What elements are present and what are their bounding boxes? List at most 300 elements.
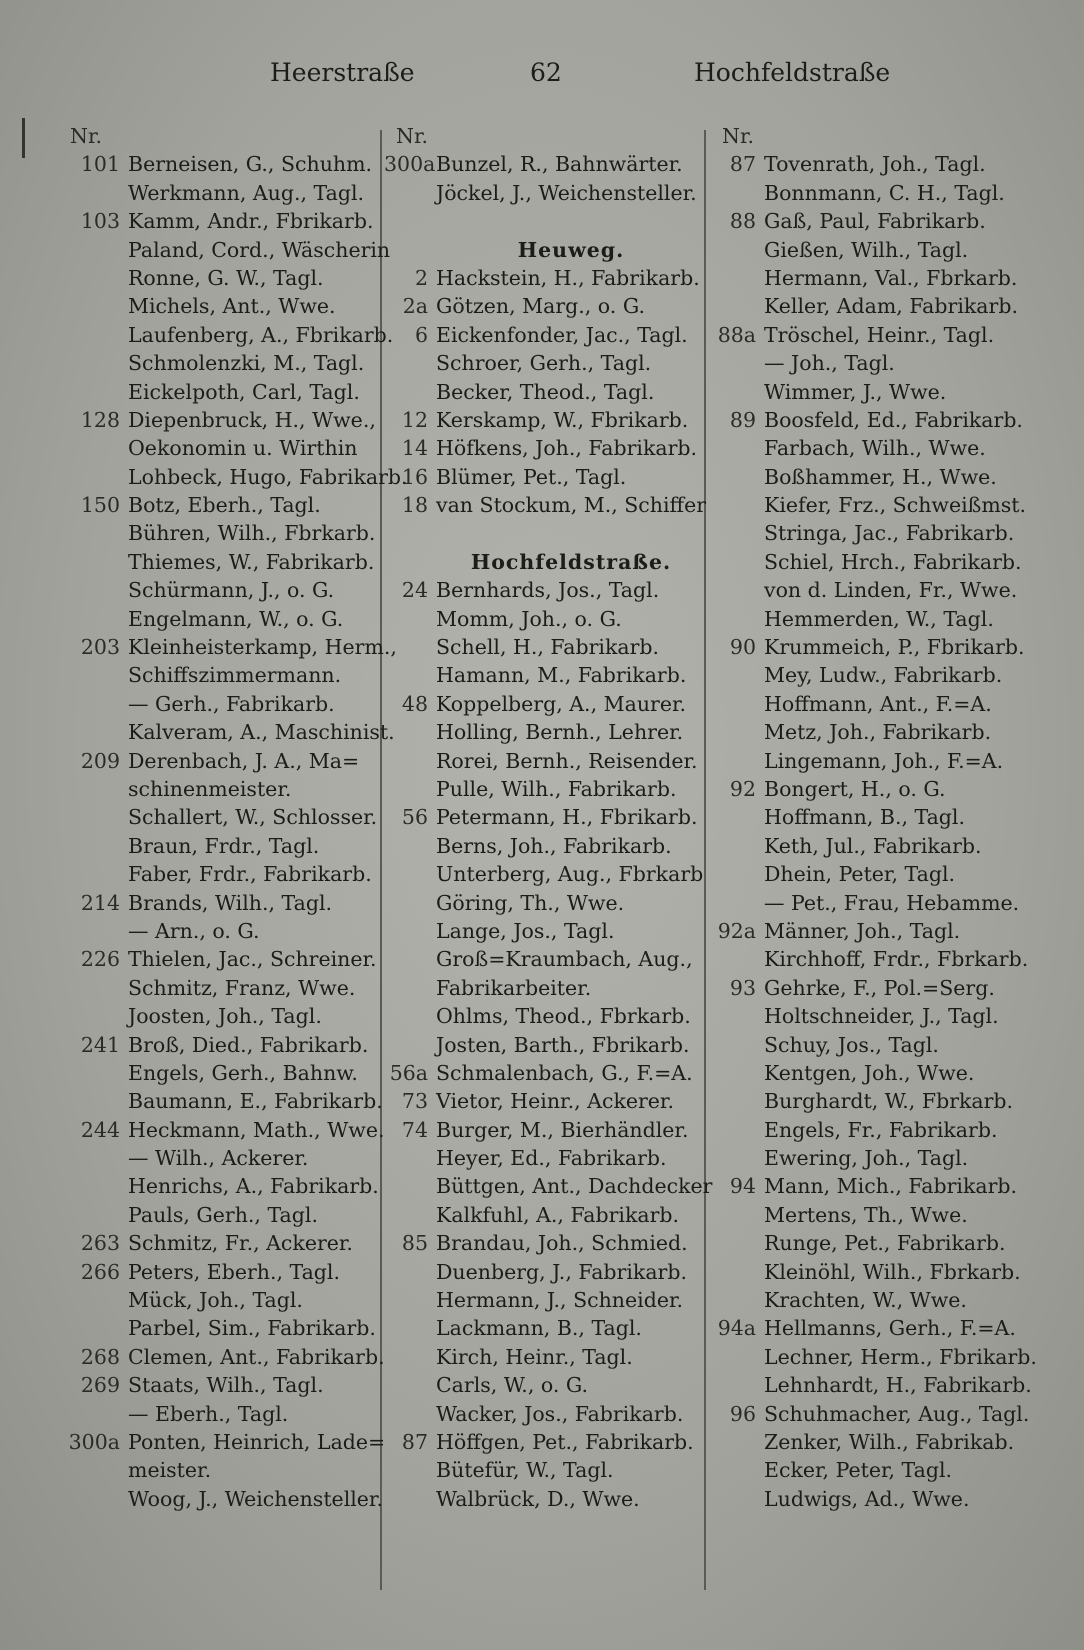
resident-entry: Stringa, Jac., Fabrikarb. bbox=[764, 521, 1015, 546]
house-number: 203 bbox=[80, 635, 120, 660]
list-item bbox=[710, 1428, 1040, 1456]
resident-entry: Ludwigs, Ad., Wwe. bbox=[764, 1486, 970, 1511]
house-number bbox=[710, 1002, 764, 1030]
resident-entry: Zenker, Wilh., Fabrikab. bbox=[764, 1429, 1015, 1454]
house-number bbox=[710, 1201, 764, 1229]
list-item bbox=[58, 1400, 376, 1428]
list-item bbox=[58, 860, 376, 888]
house-number bbox=[710, 519, 764, 547]
list-item bbox=[58, 945, 376, 973]
list-item bbox=[384, 292, 706, 320]
resident-entry: Henrichs, A., Fabrikarb. bbox=[128, 1174, 379, 1199]
house-number: 87 bbox=[729, 152, 756, 177]
list-item bbox=[384, 945, 706, 973]
house-number bbox=[710, 1229, 764, 1257]
list-item bbox=[384, 747, 706, 775]
list-item bbox=[384, 718, 706, 746]
list-item bbox=[58, 236, 391, 264]
house-number bbox=[58, 1400, 128, 1428]
list-item bbox=[384, 1172, 713, 1200]
list-item bbox=[710, 321, 1040, 349]
resident-entry: Wacker, Jos., Fabrikarb. bbox=[436, 1401, 684, 1426]
house-number bbox=[384, 1172, 436, 1200]
resident-entry: Heckmann, Math., Wwe. bbox=[128, 1117, 385, 1142]
house-number bbox=[384, 1286, 436, 1314]
list-item bbox=[58, 548, 376, 576]
list-item bbox=[710, 1229, 1040, 1257]
list-item bbox=[710, 775, 1040, 803]
house-number bbox=[710, 1059, 764, 1087]
resident-entry: Groß=Kraumbach, Aug., bbox=[436, 947, 693, 972]
house-number bbox=[58, 803, 128, 831]
list-item bbox=[710, 803, 1040, 831]
resident-entry: Bernhards, Jos., Tagl. bbox=[436, 578, 660, 603]
house-number bbox=[710, 945, 764, 973]
list-item bbox=[58, 378, 376, 406]
house-number bbox=[58, 974, 128, 1002]
house-number bbox=[710, 1258, 764, 1286]
resident-entry: Petermann, H., Fbrikarb. bbox=[436, 805, 698, 830]
list-item bbox=[58, 1031, 376, 1059]
house-number bbox=[384, 860, 436, 888]
list-item bbox=[58, 463, 408, 491]
resident-entry: Parbel, Sim., Fabrikarb. bbox=[128, 1316, 376, 1341]
house-number bbox=[384, 1371, 436, 1399]
house-number bbox=[58, 576, 128, 604]
resident-entry: Schmolenzki, M., Tagl. bbox=[128, 351, 365, 376]
resident-entry: Hoffmann, Ant., F.=A. bbox=[764, 691, 992, 716]
house-number bbox=[384, 747, 436, 775]
list-item bbox=[710, 264, 1040, 292]
resident-entry: Bongert, H., o. G. bbox=[764, 776, 946, 801]
resident-entry: Rorei, Bernh., Reisender. bbox=[436, 748, 698, 773]
house-number bbox=[58, 1286, 128, 1314]
list-item bbox=[710, 236, 1040, 264]
header-right-street: Hochfeldstraße bbox=[694, 58, 891, 87]
house-number bbox=[58, 605, 128, 633]
house-number bbox=[710, 378, 764, 406]
house-number bbox=[710, 889, 764, 917]
resident-entry: Runge, Pet., Fabrikarb. bbox=[764, 1231, 1006, 1256]
house-number bbox=[58, 264, 128, 292]
list-item bbox=[384, 661, 706, 689]
house-number bbox=[710, 576, 764, 604]
house-number: 85 bbox=[401, 1231, 428, 1256]
house-number bbox=[58, 236, 128, 264]
house-number bbox=[58, 1314, 128, 1342]
house-number: 24 bbox=[401, 578, 428, 603]
resident-entry: Berneisen, G., Schuhm. bbox=[128, 152, 373, 177]
house-number: 209 bbox=[80, 748, 120, 773]
resident-entry: Becker, Theod., Tagl. bbox=[436, 379, 655, 404]
list-item bbox=[710, 1031, 1040, 1059]
list-item bbox=[58, 150, 376, 178]
list-item bbox=[384, 803, 706, 831]
list-item bbox=[384, 1059, 706, 1087]
resident-entry: Bonnmann, C. H., Tagl. bbox=[764, 180, 1005, 205]
resident-entry: Kleinöhl, Wilh., Fbrkarb. bbox=[764, 1259, 1021, 1284]
house-number: 150 bbox=[80, 493, 120, 518]
list-item bbox=[384, 1485, 706, 1513]
resident-entry: Jöckel, J., Weichensteller. bbox=[436, 180, 697, 205]
resident-entry: Keth, Jul., Fabrikarb. bbox=[764, 833, 982, 858]
resident-entry: Göring, Th., Wwe. bbox=[436, 890, 625, 915]
list-item bbox=[58, 917, 376, 945]
house-number bbox=[58, 860, 128, 888]
list-item bbox=[58, 1059, 376, 1087]
list-item bbox=[384, 1031, 706, 1059]
list-item bbox=[58, 491, 376, 519]
resident-entry: Brands, Wilh., Tagl. bbox=[128, 890, 333, 915]
house-number bbox=[384, 519, 436, 547]
house-number: 300a bbox=[384, 152, 436, 177]
list-item bbox=[384, 1371, 706, 1399]
house-number: 88a bbox=[717, 322, 756, 347]
list-item bbox=[58, 1286, 376, 1314]
list-item bbox=[58, 349, 376, 377]
house-number: 266 bbox=[80, 1259, 120, 1284]
resident-entry: Höffgen, Pet., Fabrikarb. bbox=[436, 1429, 694, 1454]
resident-entry: Engels, Gerh., Bahnw. bbox=[128, 1060, 358, 1085]
list-item bbox=[710, 1002, 1040, 1030]
resident-entry: Mann, Mich., Fabrikarb. bbox=[764, 1174, 1018, 1199]
house-number: 94 bbox=[729, 1174, 756, 1199]
resident-entry: Bühren, Wilh., Fbrkarb. bbox=[128, 521, 376, 546]
resident-entry: Mey, Ludw., Fabrikarb. bbox=[764, 663, 1003, 688]
list-item bbox=[58, 775, 376, 803]
house-number bbox=[710, 463, 764, 491]
house-number bbox=[384, 236, 436, 264]
resident-entry bbox=[110, 122, 376, 150]
house-number: 226 bbox=[80, 947, 120, 972]
resident-entry: Fabrikarbeiter. bbox=[436, 975, 592, 1000]
list-item bbox=[384, 519, 706, 547]
list-item bbox=[710, 1087, 1040, 1115]
house-number bbox=[58, 775, 128, 803]
resident-entry: Kentgen, Joh., Wwe. bbox=[764, 1060, 975, 1085]
resident-entry: Hoffmann, B., Tagl. bbox=[764, 805, 965, 830]
list-item bbox=[384, 264, 706, 292]
house-number bbox=[384, 1002, 436, 1030]
resident-entry: Schroer, Gerh., Tagl. bbox=[436, 351, 652, 376]
resident-entry: Braun, Frdr., Tagl. bbox=[128, 833, 320, 858]
list-item bbox=[384, 122, 706, 150]
list-item bbox=[58, 292, 376, 320]
house-number bbox=[710, 747, 764, 775]
resident-entry: Baumann, E., Fabrikarb. bbox=[128, 1089, 383, 1114]
house-number bbox=[58, 1456, 128, 1484]
house-number bbox=[710, 803, 764, 831]
list-item bbox=[710, 349, 1040, 377]
list-item bbox=[58, 1343, 385, 1371]
list-item bbox=[710, 1201, 1040, 1229]
list-item bbox=[58, 747, 376, 775]
resident-entry: Schmitz, Franz, Wwe. bbox=[128, 975, 356, 1000]
list-item bbox=[384, 633, 706, 661]
resident-entry: Boßhammer, H., Wwe. bbox=[764, 464, 997, 489]
resident-entry: Engels, Fr., Fabrikarb. bbox=[764, 1117, 998, 1142]
resident-entry: Kleinheisterkamp, Herm., bbox=[128, 635, 397, 660]
house-number bbox=[710, 718, 764, 746]
resident-entry: Blümer, Pet., Tagl. bbox=[436, 464, 627, 489]
resident-entry: Höfkens, Joh., Fabrikarb. bbox=[436, 436, 698, 461]
list-item bbox=[710, 1144, 1040, 1172]
house-number bbox=[710, 1485, 764, 1513]
resident-entry: Momm, Joh., o. G. bbox=[436, 606, 622, 631]
list-item bbox=[710, 406, 1040, 434]
list-item bbox=[58, 179, 376, 207]
resident-entry: — Gerh., Fabrikarb. bbox=[128, 691, 335, 716]
house-number: 244 bbox=[80, 1117, 120, 1142]
house-number bbox=[384, 661, 436, 689]
house-number bbox=[58, 690, 128, 718]
resident-entry: Keller, Adam, Fabrikarb. bbox=[764, 294, 1018, 319]
list-item bbox=[58, 803, 376, 831]
house-number bbox=[384, 1456, 436, 1484]
house-number: 56 bbox=[401, 805, 428, 830]
number-column-label: Nr. bbox=[70, 124, 103, 148]
resident-entry: Schallert, W., Schlosser. bbox=[128, 805, 378, 830]
house-number: 2a bbox=[402, 294, 428, 319]
street-name: Heuweg. bbox=[517, 237, 625, 262]
list-item bbox=[710, 661, 1040, 689]
list-item bbox=[384, 1201, 706, 1229]
house-number: 92 bbox=[729, 776, 756, 801]
house-number bbox=[710, 661, 764, 689]
house-number bbox=[710, 1371, 764, 1399]
resident-entry: Lange, Jos., Tagl. bbox=[436, 918, 615, 943]
street-name: Hochfeldstraße. bbox=[470, 549, 672, 574]
resident-entry: Laufenberg, A., Fbrikarb. bbox=[128, 322, 394, 347]
list-item bbox=[384, 463, 706, 491]
house-number: 101 bbox=[80, 152, 120, 177]
house-number: 241 bbox=[80, 1032, 120, 1057]
resident-entry: Unterberg, Aug., Fbrkarb bbox=[436, 862, 704, 887]
house-number bbox=[710, 605, 764, 633]
resident-entry: Ohlms, Theod., Fbrkarb. bbox=[436, 1004, 691, 1029]
resident-entry: von d. Linden, Fr., Wwe. bbox=[764, 578, 1018, 603]
resident-entry: Bütefür, W., Tagl. bbox=[436, 1458, 614, 1483]
house-number: 300a bbox=[68, 1429, 120, 1454]
list-item bbox=[710, 1116, 1040, 1144]
list-item bbox=[710, 690, 1040, 718]
list-item bbox=[58, 1116, 385, 1144]
list-item bbox=[58, 1258, 376, 1286]
resident-entry: Vietor, Heinr., Ackerer. bbox=[436, 1089, 674, 1114]
resident-entry: Carls, W., o. G. bbox=[436, 1373, 589, 1398]
list-item bbox=[384, 889, 706, 917]
list-item bbox=[710, 633, 1040, 661]
house-number: 2 bbox=[414, 265, 428, 290]
resident-entry: schinenmeister. bbox=[128, 776, 292, 801]
resident-entry: Walbrück, D., Wwe. bbox=[436, 1486, 640, 1511]
resident-entry: Tröschel, Heinr., Tagl. bbox=[764, 322, 995, 347]
column-2 bbox=[384, 122, 713, 1592]
resident-entry: Burger, M., Bierhändler. bbox=[436, 1117, 689, 1142]
resident-entry: Gießen, Wilh., Tagl. bbox=[764, 237, 969, 262]
house-number bbox=[710, 1428, 764, 1456]
list-item bbox=[384, 1428, 706, 1456]
resident-entry: Joosten, Joh., Tagl. bbox=[128, 1004, 322, 1029]
house-number bbox=[384, 718, 436, 746]
resident-entry: Mertens, Th., Wwe. bbox=[764, 1202, 968, 1227]
list-item bbox=[384, 576, 706, 604]
house-number bbox=[384, 974, 436, 1002]
list-item bbox=[384, 1116, 706, 1144]
house-number: 263 bbox=[80, 1231, 120, 1256]
house-number: 56a bbox=[389, 1060, 428, 1085]
resident-entry: Kiefer, Frz., Schweißmst. bbox=[764, 493, 1027, 518]
list-item bbox=[710, 1485, 1040, 1513]
list-item bbox=[710, 945, 1040, 973]
house-number bbox=[710, 434, 764, 462]
resident-entry: Hermann, J., Schneider. bbox=[436, 1288, 684, 1313]
list-item bbox=[384, 1286, 706, 1314]
house-number: 92a bbox=[717, 918, 756, 943]
list-item bbox=[58, 321, 394, 349]
resident-entry: — Wilh., Ackerer. bbox=[128, 1146, 309, 1171]
list-item bbox=[710, 491, 1040, 519]
list-item bbox=[58, 974, 376, 1002]
house-number bbox=[58, 548, 128, 576]
resident-entry: Derenbach, J. A., Ma= bbox=[128, 748, 360, 773]
list-item bbox=[384, 150, 706, 178]
house-number bbox=[58, 917, 128, 945]
resident-entry: Schmitz, Fr., Ackerer. bbox=[128, 1231, 353, 1256]
list-item bbox=[384, 406, 706, 434]
list-item bbox=[384, 179, 706, 207]
house-number bbox=[58, 832, 128, 860]
list-item bbox=[58, 661, 376, 689]
column-3 bbox=[710, 122, 1040, 1592]
list-item bbox=[710, 860, 1040, 888]
list-item bbox=[58, 605, 376, 633]
house-number bbox=[384, 605, 436, 633]
resident-entry bbox=[762, 122, 1040, 150]
list-item bbox=[710, 718, 1040, 746]
resident-entry: Hemmerden, W., Tagl. bbox=[764, 606, 994, 631]
list-item bbox=[58, 1201, 376, 1229]
page-header bbox=[0, 58, 1084, 98]
resident-entry: Staats, Wilh., Tagl. bbox=[128, 1373, 324, 1398]
list-item bbox=[710, 434, 1040, 462]
list-item bbox=[384, 974, 706, 1002]
resident-entry: Oekonomin u. Wirthin bbox=[128, 436, 358, 461]
resident-entry: Bunzel, R., Bahnwärter. bbox=[436, 152, 683, 177]
list-item bbox=[710, 747, 1040, 775]
resident-entry: Kalveram, A., Maschinist. bbox=[128, 720, 395, 745]
list-item bbox=[384, 349, 706, 377]
house-number bbox=[384, 1144, 436, 1172]
resident-entry: Hamann, M., Fabrikarb. bbox=[436, 663, 687, 688]
house-number: 90 bbox=[729, 635, 756, 660]
resident-entry: Clemen, Ant., Fabrikarb. bbox=[128, 1344, 385, 1369]
resident-entry bbox=[436, 122, 706, 150]
house-number bbox=[58, 378, 128, 406]
resident-entry: Kalkfuhl, A., Fabrikarb. bbox=[436, 1202, 680, 1227]
resident-entry: Krachten, W., Wwe. bbox=[764, 1288, 967, 1313]
resident-entry: Ewering, Joh., Tagl. bbox=[764, 1146, 969, 1171]
list-item bbox=[384, 860, 706, 888]
house-number bbox=[58, 321, 128, 349]
list-item bbox=[710, 1059, 1040, 1087]
resident-entry: Lehnhardt, H., Fabrikarb. bbox=[764, 1373, 1032, 1398]
list-item bbox=[58, 832, 376, 860]
resident-entry: Eickelpoth, Carl, Tagl. bbox=[128, 379, 360, 404]
list-item bbox=[58, 207, 376, 235]
resident-entry: Schiel, Hrch., Fabrikarb. bbox=[764, 549, 1022, 574]
resident-entry: Burghardt, W., Fbrkarb. bbox=[764, 1089, 1014, 1114]
list-item bbox=[58, 519, 376, 547]
house-number: 93 bbox=[729, 975, 756, 1000]
house-number: 269 bbox=[80, 1373, 120, 1398]
house-number bbox=[710, 264, 764, 292]
house-number bbox=[710, 1087, 764, 1115]
resident-entry: Boosfeld, Ed., Fabrikarb. bbox=[764, 407, 1023, 432]
house-number: 12 bbox=[401, 407, 428, 432]
list-item bbox=[710, 576, 1040, 604]
house-number bbox=[58, 1059, 128, 1087]
resident-entry: Pauls, Gerh., Tagl. bbox=[128, 1202, 318, 1227]
house-number bbox=[384, 179, 436, 207]
house-number: 128 bbox=[80, 407, 120, 432]
house-number bbox=[58, 292, 128, 320]
list-item bbox=[58, 1485, 383, 1513]
house-number bbox=[384, 1201, 436, 1229]
list-item bbox=[58, 264, 376, 292]
resident-entry: Schiffszimmermann. bbox=[128, 663, 342, 688]
house-number: 268 bbox=[80, 1344, 120, 1369]
house-number: 6 bbox=[414, 322, 428, 347]
list-item bbox=[710, 1172, 1040, 1200]
list-item bbox=[710, 519, 1040, 547]
resident-entry: Metz, Joh., Fabrikarb. bbox=[764, 720, 992, 745]
resident-entry: Broß, Died., Fabrikarb. bbox=[128, 1032, 369, 1057]
resident-entry: Koppelberg, A., Maurer. bbox=[436, 691, 687, 716]
house-number bbox=[58, 1144, 128, 1172]
house-number bbox=[384, 548, 436, 576]
house-number bbox=[58, 1002, 128, 1030]
resident-entry: Hellmanns, Gerh., F.=A. bbox=[764, 1316, 1016, 1341]
list-item bbox=[710, 1286, 1040, 1314]
house-number: 74 bbox=[401, 1117, 428, 1142]
resident-entry: Peters, Eberh., Tagl. bbox=[128, 1259, 340, 1284]
house-number bbox=[384, 1485, 436, 1513]
house-number: 96 bbox=[729, 1401, 756, 1426]
house-number bbox=[384, 945, 436, 973]
resident-entry bbox=[436, 207, 706, 235]
list-item bbox=[384, 832, 706, 860]
house-number bbox=[384, 889, 436, 917]
resident-entry: — Arn., o. G. bbox=[128, 918, 260, 943]
resident-entry: Kamm, Andr., Fbrikarb. bbox=[128, 209, 374, 234]
number-column-label: Nr. bbox=[396, 124, 429, 148]
list-item bbox=[384, 690, 706, 718]
resident-entry: Faber, Frdr., Fabrikarb. bbox=[128, 862, 372, 887]
house-number: 48 bbox=[401, 691, 428, 716]
list-item bbox=[710, 463, 1040, 491]
list-item bbox=[58, 1456, 376, 1484]
list-item bbox=[58, 406, 376, 434]
list-item bbox=[710, 1343, 1040, 1371]
page-edge-mark bbox=[22, 118, 25, 158]
resident-entry: Michels, Ant., Wwe. bbox=[128, 294, 336, 319]
street-heading bbox=[384, 236, 706, 264]
list-item bbox=[384, 1258, 706, 1286]
house-number bbox=[710, 860, 764, 888]
resident-entry: Schürmann, J., o. G. bbox=[128, 578, 335, 603]
resident-entry: Lingemann, Joh., F.=A. bbox=[764, 748, 1004, 773]
